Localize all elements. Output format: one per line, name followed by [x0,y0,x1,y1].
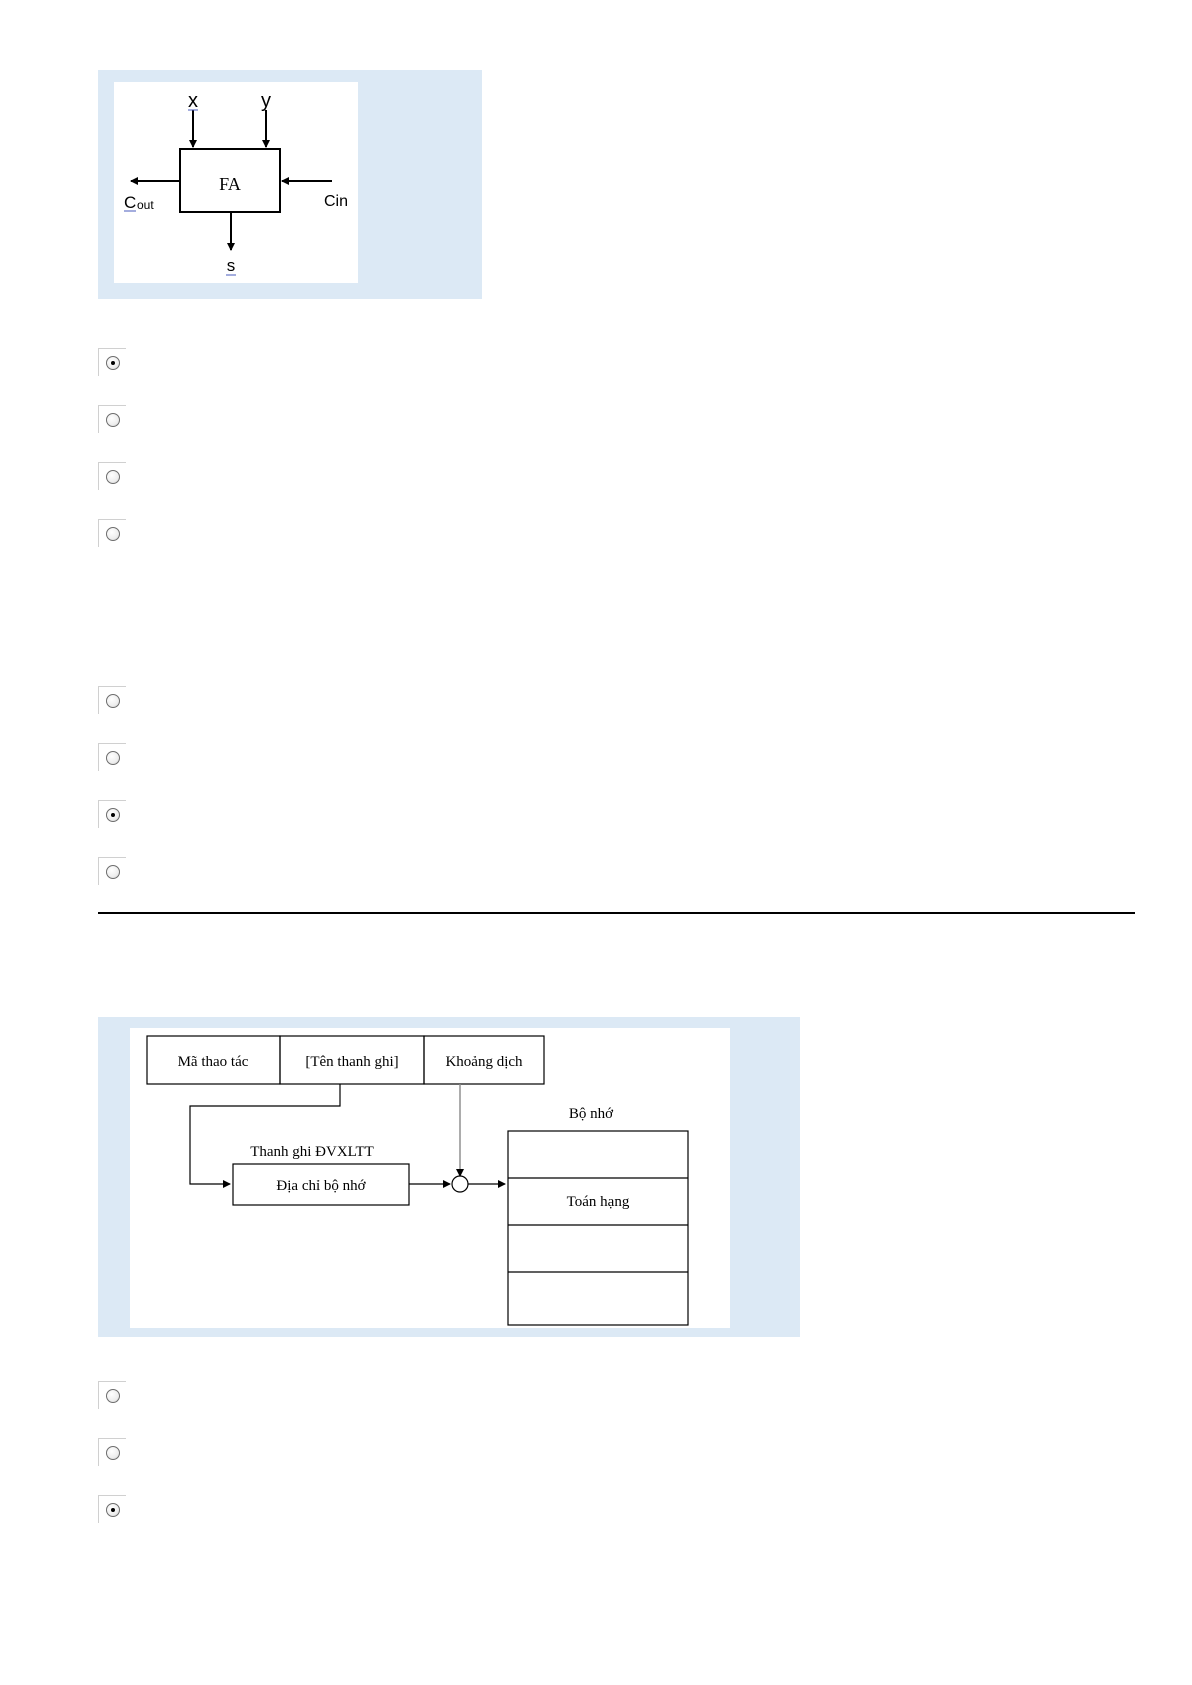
q1-option-1-radio[interactable] [98,348,126,376]
q2-option-3-selected-dot [111,813,115,817]
adder-node [452,1176,468,1192]
q2-option-1-radio[interactable] [98,686,126,714]
full-adder-svg [114,82,358,283]
cout-c-label: C [124,193,137,212]
q2-option-2-radio[interactable] [98,743,126,771]
q3-option-3-radio[interactable] [98,1495,126,1523]
radio-circle-icon [106,413,120,427]
cin-label: Cin [324,193,349,210]
register-field-label: [Tên thanh ghi] [305,1054,399,1070]
memory-box [508,1131,688,1325]
full-adder-figure [98,70,482,299]
memory-operand: Toán hạng [566,1194,630,1210]
y-label: y [261,90,271,112]
q2-option-4-radio[interactable] [98,857,126,885]
radio-circle-icon [106,356,120,370]
addressing-mode-figure [98,1017,800,1337]
radio-circle-icon [106,865,120,879]
q2-option-3-radio[interactable] [98,800,126,828]
addressing-mode-svg [130,1028,730,1328]
radio-circle-icon [106,1446,120,1460]
memory-title: Bộ nhớ [568,1106,614,1122]
radio-circle-icon [106,470,120,484]
cout-sub-label: out [137,198,154,212]
register-title: Thanh ghi ĐVXLTT [250,1144,374,1160]
q1-option-3-radio[interactable] [98,462,126,490]
radio-circle-icon [106,808,120,822]
register-path-arrow [190,1084,340,1184]
full-adder-diagram [114,82,358,283]
sum-label: s [226,256,236,275]
question-divider [98,912,1135,914]
q1-option-1-selected-dot [111,361,115,365]
radio-circle-icon [106,1503,120,1517]
q1-option-2-radio[interactable] [98,405,126,433]
fa-label: FA [219,174,241,194]
q3-option-2-radio[interactable] [98,1438,126,1466]
offset-label: Khoảng dịch [445,1054,523,1070]
radio-circle-icon [106,751,120,765]
q3-option-1-radio[interactable] [98,1381,126,1409]
opcode-label: Mã thao tác [177,1054,249,1070]
x-label: x [188,90,198,112]
radio-circle-icon [106,694,120,708]
q3-option-3-selected-dot [111,1508,115,1512]
q1-option-4-radio[interactable] [98,519,126,547]
addressing-mode-diagram [130,1028,730,1328]
radio-circle-icon [106,1389,120,1403]
radio-circle-icon [106,527,120,541]
register-content: Địa chỉ bộ nhớ [276,1178,366,1194]
